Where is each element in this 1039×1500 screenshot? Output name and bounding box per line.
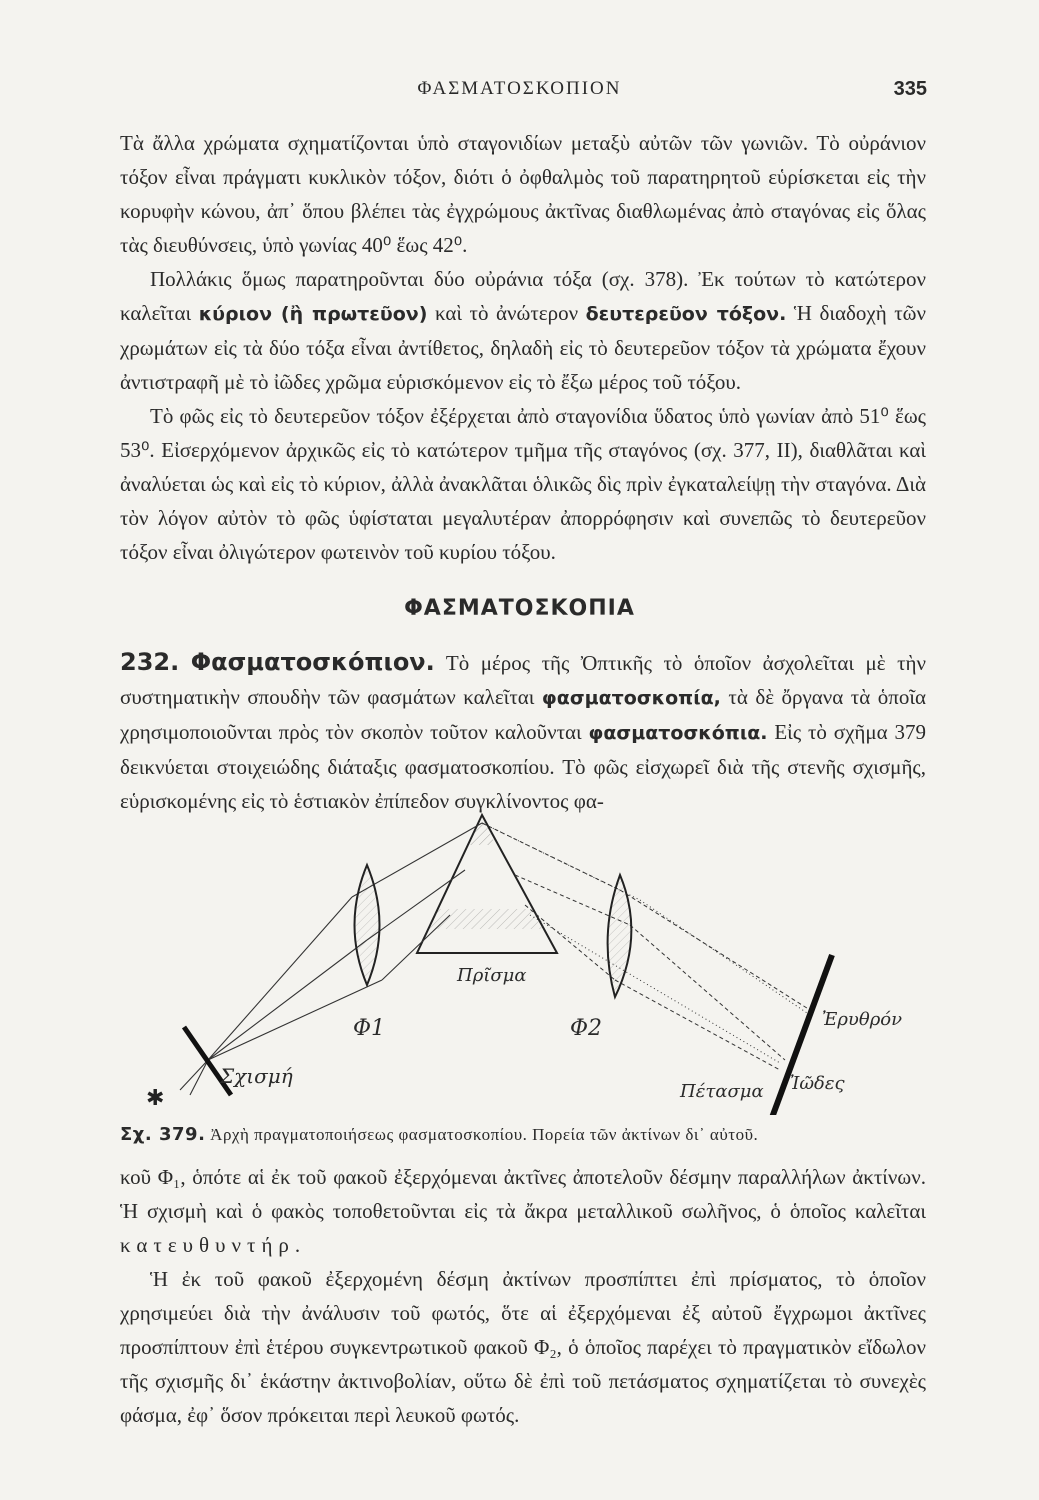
text-run: Πολλάκις ὅμως παρατηροῦνται δύο οὐράνια τόξα (σχ. 378). Ἐκ τούτων τὸ κατώτερον καλεῖται	[120, 267, 926, 325]
paragraph-two-rainbows	[120, 262, 926, 399]
label-lens1: Φ1	[353, 1016, 386, 1041]
section-232-block	[120, 645, 926, 818]
dispersed-rays	[482, 823, 810, 1070]
page-number: 335	[893, 78, 927, 100]
text-run: Τὸ μέρος τῆς Ὀπτικῆς τὸ ὁποῖον ἀσχολεῖται μὲ τὴν συστηματικὴν σπουδὴν τῶν φασμάτων καλεῖται	[120, 651, 927, 709]
term-spectroscopy: φασματοσκοπία,	[541, 687, 721, 709]
running-header: ΦΑΣΜΑΤΟΣΚΟΠΙΟΝ	[417, 78, 622, 99]
lens-phi2	[608, 875, 632, 997]
term-collimator: κατευθυντήρ.	[120, 1233, 307, 1257]
spectroscope-figure	[120, 805, 920, 1115]
paragraph-rainbow-cone: Τὰ ἄλλα χρώματα σχηματίζονται ὑπὸ σταγονιδίων μεταξὺ αὐτῶν τῶν γωνιῶν. Τὸ οὐράνιον τόξον εἶναι πράγματι κυκλικὸν τόξον, διότι ὁ ὀφθαλμὸς τοῦ παρατηρητοῦ εὑρίσκεται εἰς τὴν κορυφὴν κώνου, ἀπ᾽ ὅπου βλέπει τὰς ἐγχρώμους ἀκτῖνας διαθλωμένας ἀπὸ σταγόνας εἰς ὅλας τὰς διευθύνσεις, ὑπὸ γωνίας 40⁰ ἕως 42⁰.	[120, 131, 926, 257]
top-text-block	[120, 126, 926, 569]
label-red: Ἐρυθρόν	[822, 1009, 903, 1030]
bottom-text-block	[120, 1160, 926, 1432]
section-title: Φασματοσκόπιον.	[190, 648, 435, 676]
label-violet: Ἰῶδες	[790, 1073, 845, 1094]
figure-caption	[120, 1124, 926, 1145]
dotted-rays	[482, 823, 810, 1063]
paragraph-secondary-light: Τὸ φῶς εἰς τὸ δευτερεῦον τόξον ἐξέρχεται ἀπὸ σταγονίδια ὕδατος ὑπὸ γωνίαν ἀπὸ 51⁰ ἕως 53⁰. Εἰσερχόμενον ἀρχικῶς εἰς τὸ κατώτερον τμῆμα τῆς σταγόνος (σχ. 377, II), διαθλᾶται καὶ ἀναλύεται ὡς καὶ εἰς τὸ κύριον, ἀλλὰ ἀνακλᾶται ὁλικῶς δὶς πρὶν ἐγκαταλείψῃ τὴν σταγόνα. Διὰ τὸν λόγον αὐτὸν τὸ φῶς ὑφίσταται μεγαλυτέραν ἀπορρόφησιν καὶ συνεπῶς τὸ δευτερεῦον τόξον εἶναι ὀλιγώτερον φωτεινὸν τοῦ κυρίου τόξου.	[120, 404, 926, 564]
term-spectroscopes: φασματοσκόπια.	[588, 722, 768, 744]
text-run: κοῦ Φ₁, ὁπότε αἱ ἐκ τοῦ φακοῦ ἐξερχόμεναι ἀκτῖνες ἀποτελοῦν δέσμην παραλλήλων ἀκτίνων. Ἡ σχισμὴ καὶ ὁ φακὸς τοποθετοῦνται εἰς τὰ ἄκρα μεταλλικοῦ σωλῆνος, ὁ ὁποῖος καλεῖται	[120, 1165, 926, 1223]
section-number: 232.	[120, 648, 180, 676]
paragraph-spectroscope	[120, 645, 926, 818]
text-run: καὶ τὸ ἀνώτερον	[427, 301, 586, 325]
text-run: Ἡ διαδοχὴ τῶν χρωμάτων εἰς τὰ δύο τόξα εἶναι ἀντίθετος, δηλαδὴ εἰς τὸ δευτερεῦον τόξον τὰ χρώματα ἔχουν ἀντιστραφῆ μὲ τὸ ἰῶδες χρῶμα εὑρισκόμενον εἰς τὸ ἔξω μέρος τοῦ τόξου.	[120, 301, 926, 394]
prism-hatch	[426, 909, 546, 929]
section-heading: ΦΑΣΜΑΤΟΣΚΟΠΙΑ	[404, 596, 635, 621]
paragraph-collimator	[120, 1160, 926, 1262]
caption-label: Σχ. 379.	[120, 1124, 206, 1145]
label-prism: Πρῖσμα	[457, 965, 527, 986]
text-run: τὰ δὲ ὄργανα τὰ ὁποῖα χρησιμοποιοῦνται πρὸς τὸν σκοπὸν τοῦτον καλοῦνται	[120, 685, 926, 744]
label-screen: Πέτασμα	[680, 1081, 764, 1102]
light-source-icon: ✱	[146, 1086, 165, 1111]
paragraph-prism-dispersion: Ἡ ἐκ τοῦ φακοῦ ἐξερχομένη δέσμη ἀκτίνων προσπίπτει ἐπὶ πρίσματος, τὸ ὁποῖον χρησιμεύει διὰ τὴν ἀνάλυσιν τοῦ φωτός, ὅτε αἱ ἐξερχόμεναι ἐξ αὐτοῦ ἔγχρωμοι ἀκτῖνες προσπίπτουν ἐπὶ ἑτέρου συγκεντρωτικοῦ φακοῦ Φ₂, ὁ ὁποῖος παρέχει τὸ πραγματικὸν εἴδωλον τῆς σχισμῆς δι᾽ ἑκάστην ἀκτινοβολίαν, οὕτω δὲ ἐπὶ τοῦ πετάσματος σχηματίζεται τὸ συνεχὲς φάσμα, ἐφ᾽ ὅσον πρόκειται περὶ λευκοῦ φωτός.	[120, 1267, 926, 1427]
label-lens2: Φ2	[570, 1016, 603, 1041]
label-slit: Σχισμή	[220, 1064, 293, 1088]
term-primary-rainbow: κύριον (ἢ πρωτεῦον)	[198, 303, 428, 325]
caption-text: Ἀρχὴ πραγματοποιήσεως φασματοσκοπίου. Πορεία τῶν ἀκτίνων δι᾽ αὐτοῦ.	[205, 1125, 759, 1144]
incoming-rays	[180, 823, 482, 1095]
term-secondary-rainbow: δευτερεῦον τόξον.	[585, 303, 787, 325]
text-run: Εἰς τὸ σχῆμα 379 δεικνύεται στοιχειώδης διάταξις φασματοσκοπίου. Τὸ φῶς εἰσχωρεῖ διὰ τῆς στενῆς σχισμῆς, εὑρισκομένης εἰς τὸ ἑστιακὸν ἐπίπεδον συγκλίνοντος φα-	[120, 720, 926, 813]
